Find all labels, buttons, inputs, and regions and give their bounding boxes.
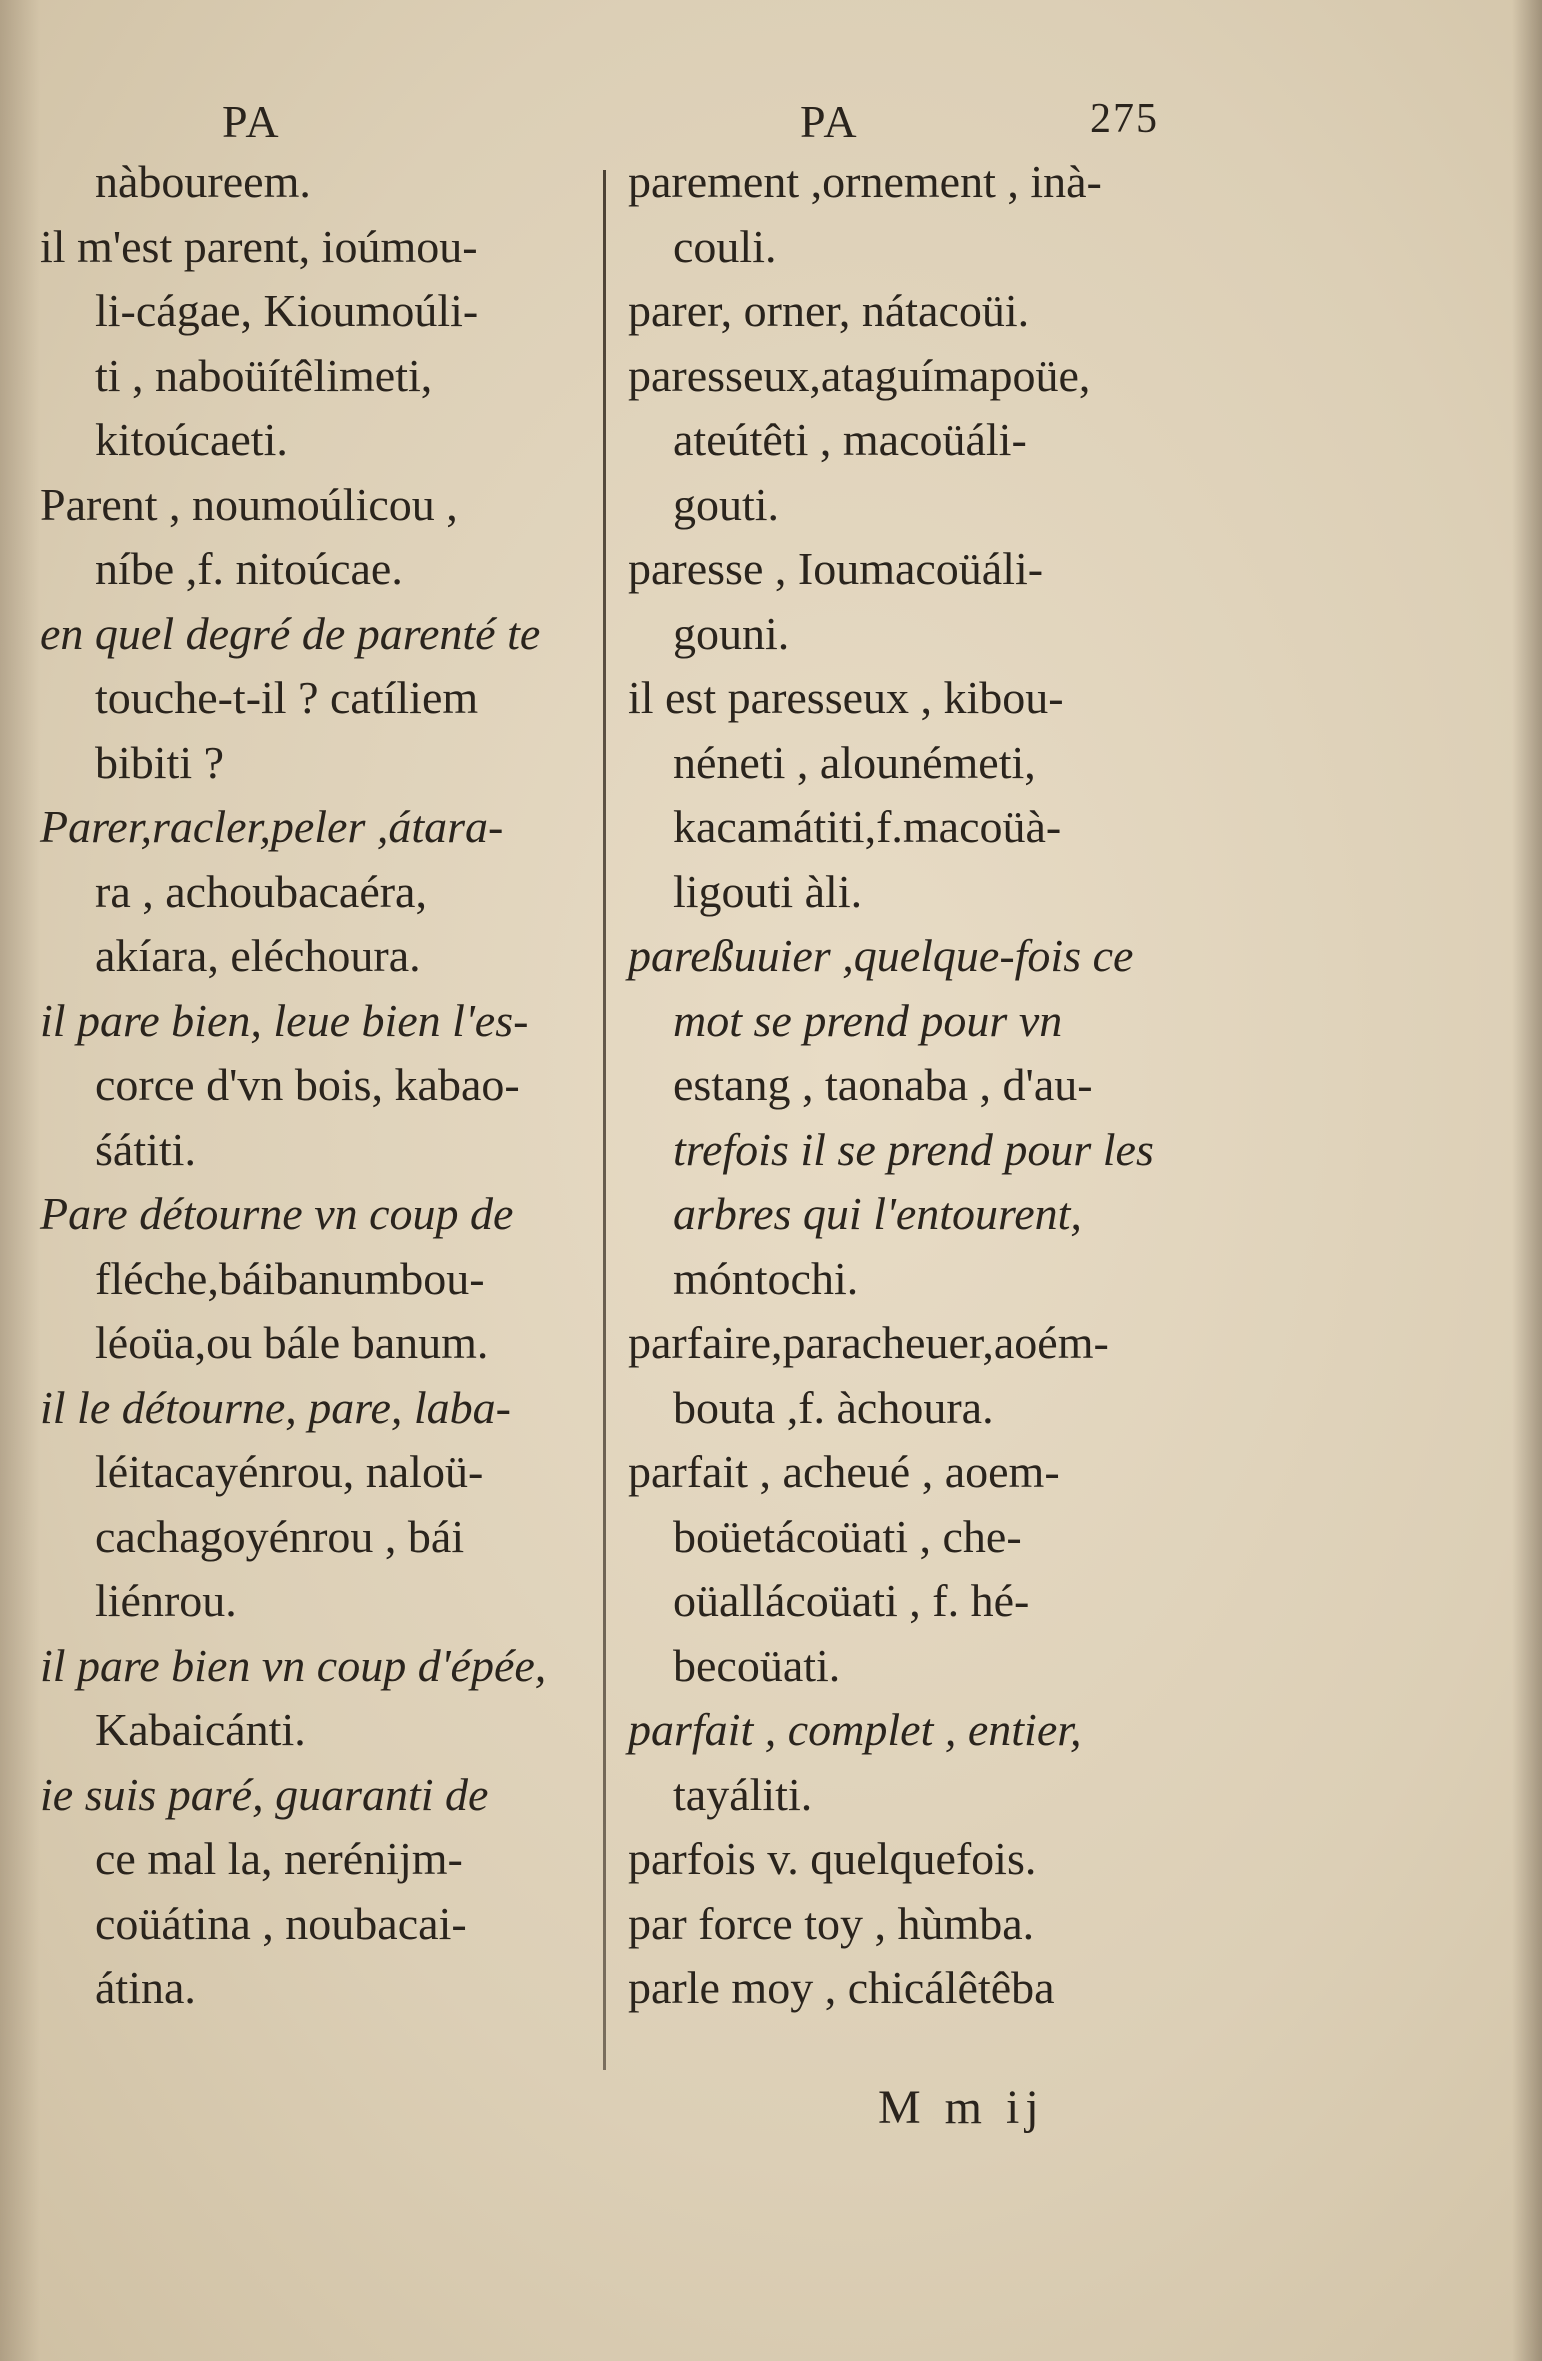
entry-line: il pare bien, leue bien l'es-	[40, 994, 529, 1046]
entry-line: Parent , noumoúlicou ,	[40, 478, 458, 530]
entry-line: tayáliti.	[673, 1768, 813, 1820]
entry-line: il m'est parent, ioúmou-	[40, 220, 478, 272]
page-edge-shadow	[0, 0, 40, 2361]
entry-line: li-cágae, Kioumoúli-	[95, 285, 479, 336]
entry-line: bibiti ?	[95, 736, 225, 788]
entry-line: fléche,báibanumbou-	[95, 1252, 485, 1304]
entry-line: Kabaicánti.	[95, 1704, 306, 1755]
entry-line: paresse , Ioumacoüáli-	[628, 543, 1044, 594]
entry-line: kacamátiti,f.macoüà-	[673, 801, 1062, 852]
entry-line: parer, orner, nátacoüi.	[628, 285, 1030, 336]
entry-line: en quel degré de parenté te	[40, 607, 541, 659]
entry-line: cachagoyénrou , bái	[95, 1510, 465, 1562]
entry-line: ra , achoubacaéra,	[95, 865, 427, 917]
right-column	[628, 150, 1228, 2021]
entry-line: móntochi.	[673, 1252, 859, 1304]
entry-line: becoüati.	[673, 1639, 841, 1691]
entry-line: parle moy , chicálêtêba	[628, 1962, 1055, 2013]
entry-line: touche-t-il ? catíliem	[95, 672, 479, 723]
entry-line: nàboureem.	[95, 156, 311, 207]
running-head-right: PA	[800, 96, 859, 147]
page-number: 275	[1090, 96, 1159, 142]
entry-line: oüallácoüati , f. hé-	[673, 1575, 1030, 1626]
entry-line: Pare détourne vn coup de	[40, 1188, 514, 1239]
entry-line: ligouti àli.	[673, 865, 863, 917]
entry-line: kitoúcaeti.	[95, 414, 288, 465]
entry-line: pareßuuier ,quelque-fois ce	[628, 930, 1134, 981]
entry-line: parfaire,paracheuer,aoém-	[628, 1317, 1109, 1368]
entry-line: léoüa,ou bále banum.	[95, 1317, 489, 1368]
entry-line: corce d'vn bois, kabao-	[95, 1059, 520, 1110]
entry-line: liénrou.	[95, 1575, 237, 1626]
entry-line: ateútêti , macoüáli-	[673, 414, 1027, 465]
entry-line: ti , naboüítêlimeti,	[95, 349, 433, 401]
left-column	[40, 150, 605, 2021]
entry-line: gouni.	[673, 607, 790, 659]
entry-line: níbe ,f. nitoúcae.	[95, 543, 403, 594]
entry-line: parfois v. quelquefois.	[628, 1833, 1037, 1884]
entry-line: ie suis paré, guaranti de	[40, 1768, 489, 1820]
entry-line: il le détourne, pare, laba-	[40, 1381, 511, 1433]
running-head-left: PA	[222, 96, 281, 147]
entry-line: il pare bien vn coup d'épée,	[40, 1639, 547, 1691]
entry-line: estang , taonaba , d'au-	[673, 1059, 1093, 1110]
entry-line: śátiti.	[95, 1123, 196, 1175]
entry-line: gouti.	[673, 478, 780, 530]
entry-line: couli.	[673, 220, 777, 272]
entry-line: léitacayénrou, naloü-	[95, 1446, 484, 1497]
entry-line: trefois il se prend pour les	[673, 1123, 1154, 1175]
column-divider	[603, 170, 606, 2070]
signature-mark: M m ij	[878, 2081, 1045, 2134]
entry-line: átina.	[95, 1962, 196, 2013]
entry-line: parement ,ornement , inà-	[628, 156, 1102, 207]
entry-line: néneti , alounémeti,	[673, 736, 1036, 788]
entry-line: par force toy , hùmba.	[628, 1897, 1035, 1949]
gutter-shadow	[1512, 0, 1542, 2361]
entry-line: coüátina , noubacai-	[95, 1897, 467, 1949]
entry-line: parfait , complet , entier,	[628, 1704, 1082, 1755]
entry-line: boüetácoüati , che-	[673, 1510, 1022, 1562]
entry-line: ce mal la, nerénijm-	[95, 1833, 463, 1884]
entry-line: mot se prend pour vn	[673, 994, 1063, 1046]
entry-line: il est paresseux , kibou-	[628, 672, 1064, 723]
entry-line: arbres qui l'entourent,	[673, 1188, 1082, 1239]
entry-line: parfait , acheué , aoem-	[628, 1446, 1060, 1497]
entry-line: paresseux,ataguímapoüe,	[628, 349, 1091, 401]
entry-line: bouta ,f. àchoura.	[673, 1381, 994, 1433]
entry-line: akíara, eléchoura.	[95, 930, 421, 981]
entry-line: Parer,racler,peler ,átara-	[40, 801, 504, 852]
